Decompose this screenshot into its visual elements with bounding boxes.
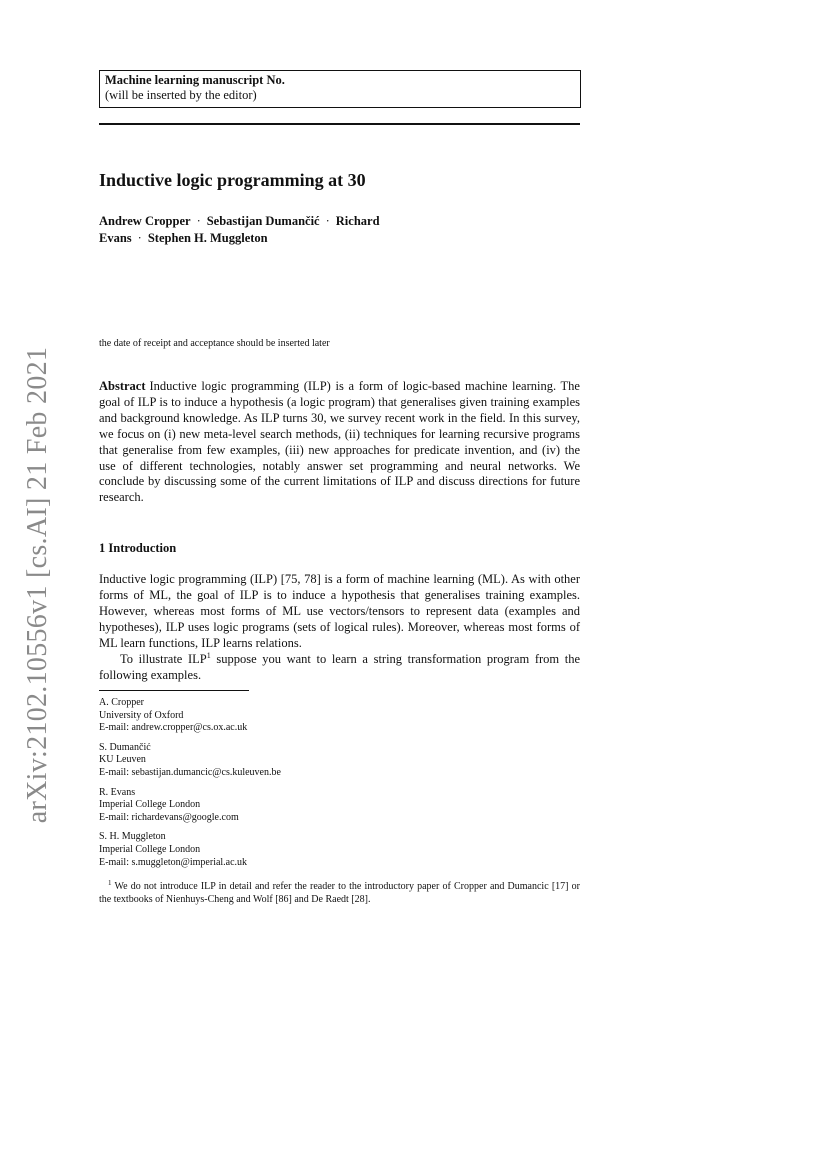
author-name: Andrew Cropper [99,214,191,228]
affiliation-email[interactable]: E-mail: sebastijan.dumancic@cs.kuleuven.be [99,766,281,778]
affiliation-institution: Imperial College London [99,799,201,811]
footnote [99,880,580,906]
author-name: Sebastijan Dumančić [206,214,320,228]
arxiv-identifier-stamp: arXiv:2102.10556v1 [cs.AI] 21 Feb 2021 [22,346,53,824]
editor-info-box [99,70,581,108]
footnote-text: We do not introduce ILP in detail and refer the reader to the introductory paper of Cropper and Dumancic [17] or the textbooks of Nienhuys-Cheng and Wolf [86] and De Raedt [28]. [99,881,580,905]
footnote-number: 1 [108,878,112,887]
affiliation-institution: Imperial College London [99,843,201,855]
received-note: the date of receipt and acceptance should be inserted later [99,338,330,349]
affiliation-institution: KU Leuven [99,754,146,766]
section-heading: 1 Introduction [99,541,177,555]
affiliation-name: S. H. Muggleton [99,831,166,843]
affiliation-email[interactable]: E-mail: andrew.cropper@cs.ox.ac.uk [99,722,248,734]
author-name: Evans [99,231,132,245]
paper-title: Inductive logic programming at 30 [99,170,366,190]
affiliation-name: R. Evans [99,786,136,798]
affiliation-block [99,831,499,869]
paragraph-text: suppose you want to learn a string transformation program from the following examples. [99,652,580,682]
abstract-label: Abstract [99,379,146,393]
editor-note: (will be inserted by the editor) [105,88,257,102]
affiliation-block [99,742,499,780]
intro-paragraph: Inductive logic programming (ILP) [75, 78] is a form of machine learning (ML). As with other forms of ML, the goal of ILP is to induce a hypothesis that generalises training examples. However, whereas most forms of ML use vectors/tensors to represent data (examples and hypotheses), ILP uses logic programs (sets of logical rules). Moreover, whereas most forms of ML learn functions, ILP learns relations. [99,572,580,650]
abstract [99,379,580,506]
author-separator: · [325,214,330,228]
affiliation-block [99,787,499,825]
affiliation-email[interactable]: E-mail: richardevans@google.com [99,811,239,823]
footnote-marker[interactable]: 1 [206,650,211,660]
affiliation-email[interactable]: E-mail: s.muggleton@imperial.ac.uk [99,856,248,868]
affiliation-name: S. Dumančić [99,741,151,753]
manuscript-number-label: Machine learning manuscript No. [105,73,285,87]
paragraph-text: To illustrate ILP [120,652,207,666]
author-name: Stephen H. Muggleton [147,231,268,245]
author-separator: · [137,231,142,245]
affiliation-institution: University of Oxford [99,709,184,721]
footnote-rule [99,690,249,691]
header-rule [99,123,580,125]
author-name: Richard [335,214,380,228]
affiliation-block [99,697,499,735]
abstract-text: Inductive logic programming (ILP) is a form of logic-based machine learning. The goal of ILP is to induce a hypothesis (a logic program) that generalises given training examples and background knowledge. As ILP turns 30, we survey recent work in the field. In this survey, we focus on (i) new meta-level search methods, (ii) techniques for learning recursive programs that generalise from few examples, (iii) new approaches for predicate invention, and (iv) the use of different technologies, notably answer set programming and neural networks. We conclude by discussing some of the current limitations of ILP and discuss directions for future research. [99,379,580,505]
affiliation-name: A. Cropper [99,697,144,708]
author-list [99,213,429,247]
intro-paragraph [99,652,580,684]
affiliations [99,697,499,876]
author-separator: · [196,214,201,228]
